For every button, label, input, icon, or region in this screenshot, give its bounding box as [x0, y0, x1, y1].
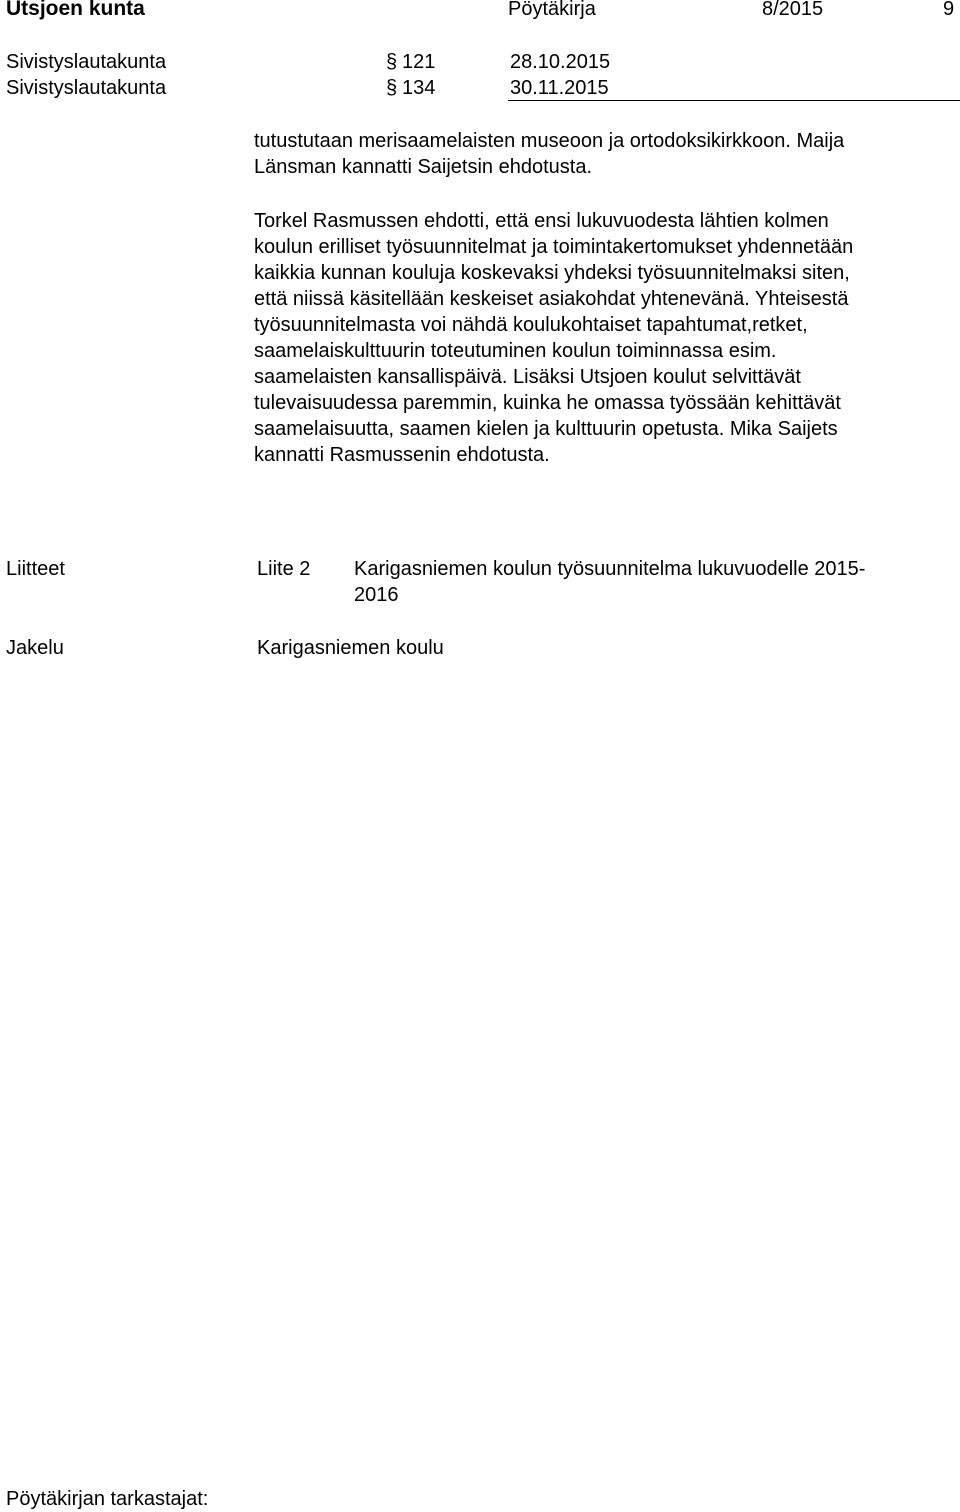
- reference-body: Sivistyslautakunta: [6, 51, 167, 73]
- paragraph-line: saamelaisten kansallispäivä. Lisäksi Utsjoen koulut selvittävät: [254, 366, 801, 388]
- reference-date: 30.11.2015: [510, 77, 609, 99]
- reference-number: 134: [402, 77, 436, 99]
- reference-body: Sivistyslautakunta: [6, 77, 167, 99]
- section-symbol-icon: §: [386, 77, 398, 99]
- paragraph-line: työsuunnitelmasta voi nähdä koulukohtaiset tapahtumat,retket,: [254, 314, 808, 336]
- attachment-item-label: Liite 2: [257, 558, 311, 580]
- distribution-recipient: Karigasniemen koulu: [257, 637, 444, 659]
- reference-date: 28.10.2015: [510, 51, 611, 73]
- page-number: 9: [943, 0, 955, 20]
- paragraph-line: saamelaiskulttuurin toteutuminen koulun toiminnassa esim.: [254, 340, 777, 362]
- document-type: Pöytäkirja: [508, 0, 596, 20]
- paragraph-line: tulevaisuudessa paremmin, kuinka he omassa työssään kehittävät: [254, 392, 841, 414]
- paragraph-line: kannatti Rasmussenin ehdotusta.: [254, 444, 550, 466]
- paragraph-line: koulun erilliset työsuunnitelmat ja toimintakertomukset yhdennetään: [254, 236, 854, 258]
- body-paragraph: [254, 128, 954, 180]
- paragraph-line: tutustutaan merisaamelaisten museoon ja ortodoksikirkkoon. Maija: [254, 130, 845, 152]
- body-paragraph: [254, 208, 954, 468]
- paragraph-line: että niissä käsitellään keskeiset asiakohdat yhtenevänä. Yhteisestä: [254, 288, 849, 310]
- section-symbol-icon: §: [386, 51, 398, 73]
- paragraph-line: saamelaisuutta, saamen kielen ja kulttuurin opetusta. Mika Saijets: [254, 418, 838, 440]
- header-divider: [508, 100, 960, 101]
- distribution-label: Jakelu: [6, 637, 64, 659]
- paragraph-line: Länsman kannatti Saijetsin ehdotusta.: [254, 156, 592, 178]
- paragraph-line: Torkel Rasmussen ehdotti, että ensi lukuvuodesta lähtien kolmen: [254, 210, 829, 232]
- minutes-reviewers-label: Pöytäkirjan tarkastajat:: [6, 1488, 209, 1510]
- attachment-item-text: 2016: [354, 584, 399, 606]
- paragraph-line: kaikkia kunnan kouluja koskevaksi yhdeksi työsuunnitelmaksi siten,: [254, 262, 850, 284]
- document-number: 8/2015: [762, 0, 824, 20]
- organization-name: Utsjoen kunta: [6, 0, 145, 20]
- reference-number: 121: [402, 51, 436, 73]
- attachments-label: Liitteet: [6, 558, 65, 580]
- attachment-item-text: Karigasniemen koulun työsuunnitelma lukuvuodelle 2015-: [354, 558, 866, 580]
